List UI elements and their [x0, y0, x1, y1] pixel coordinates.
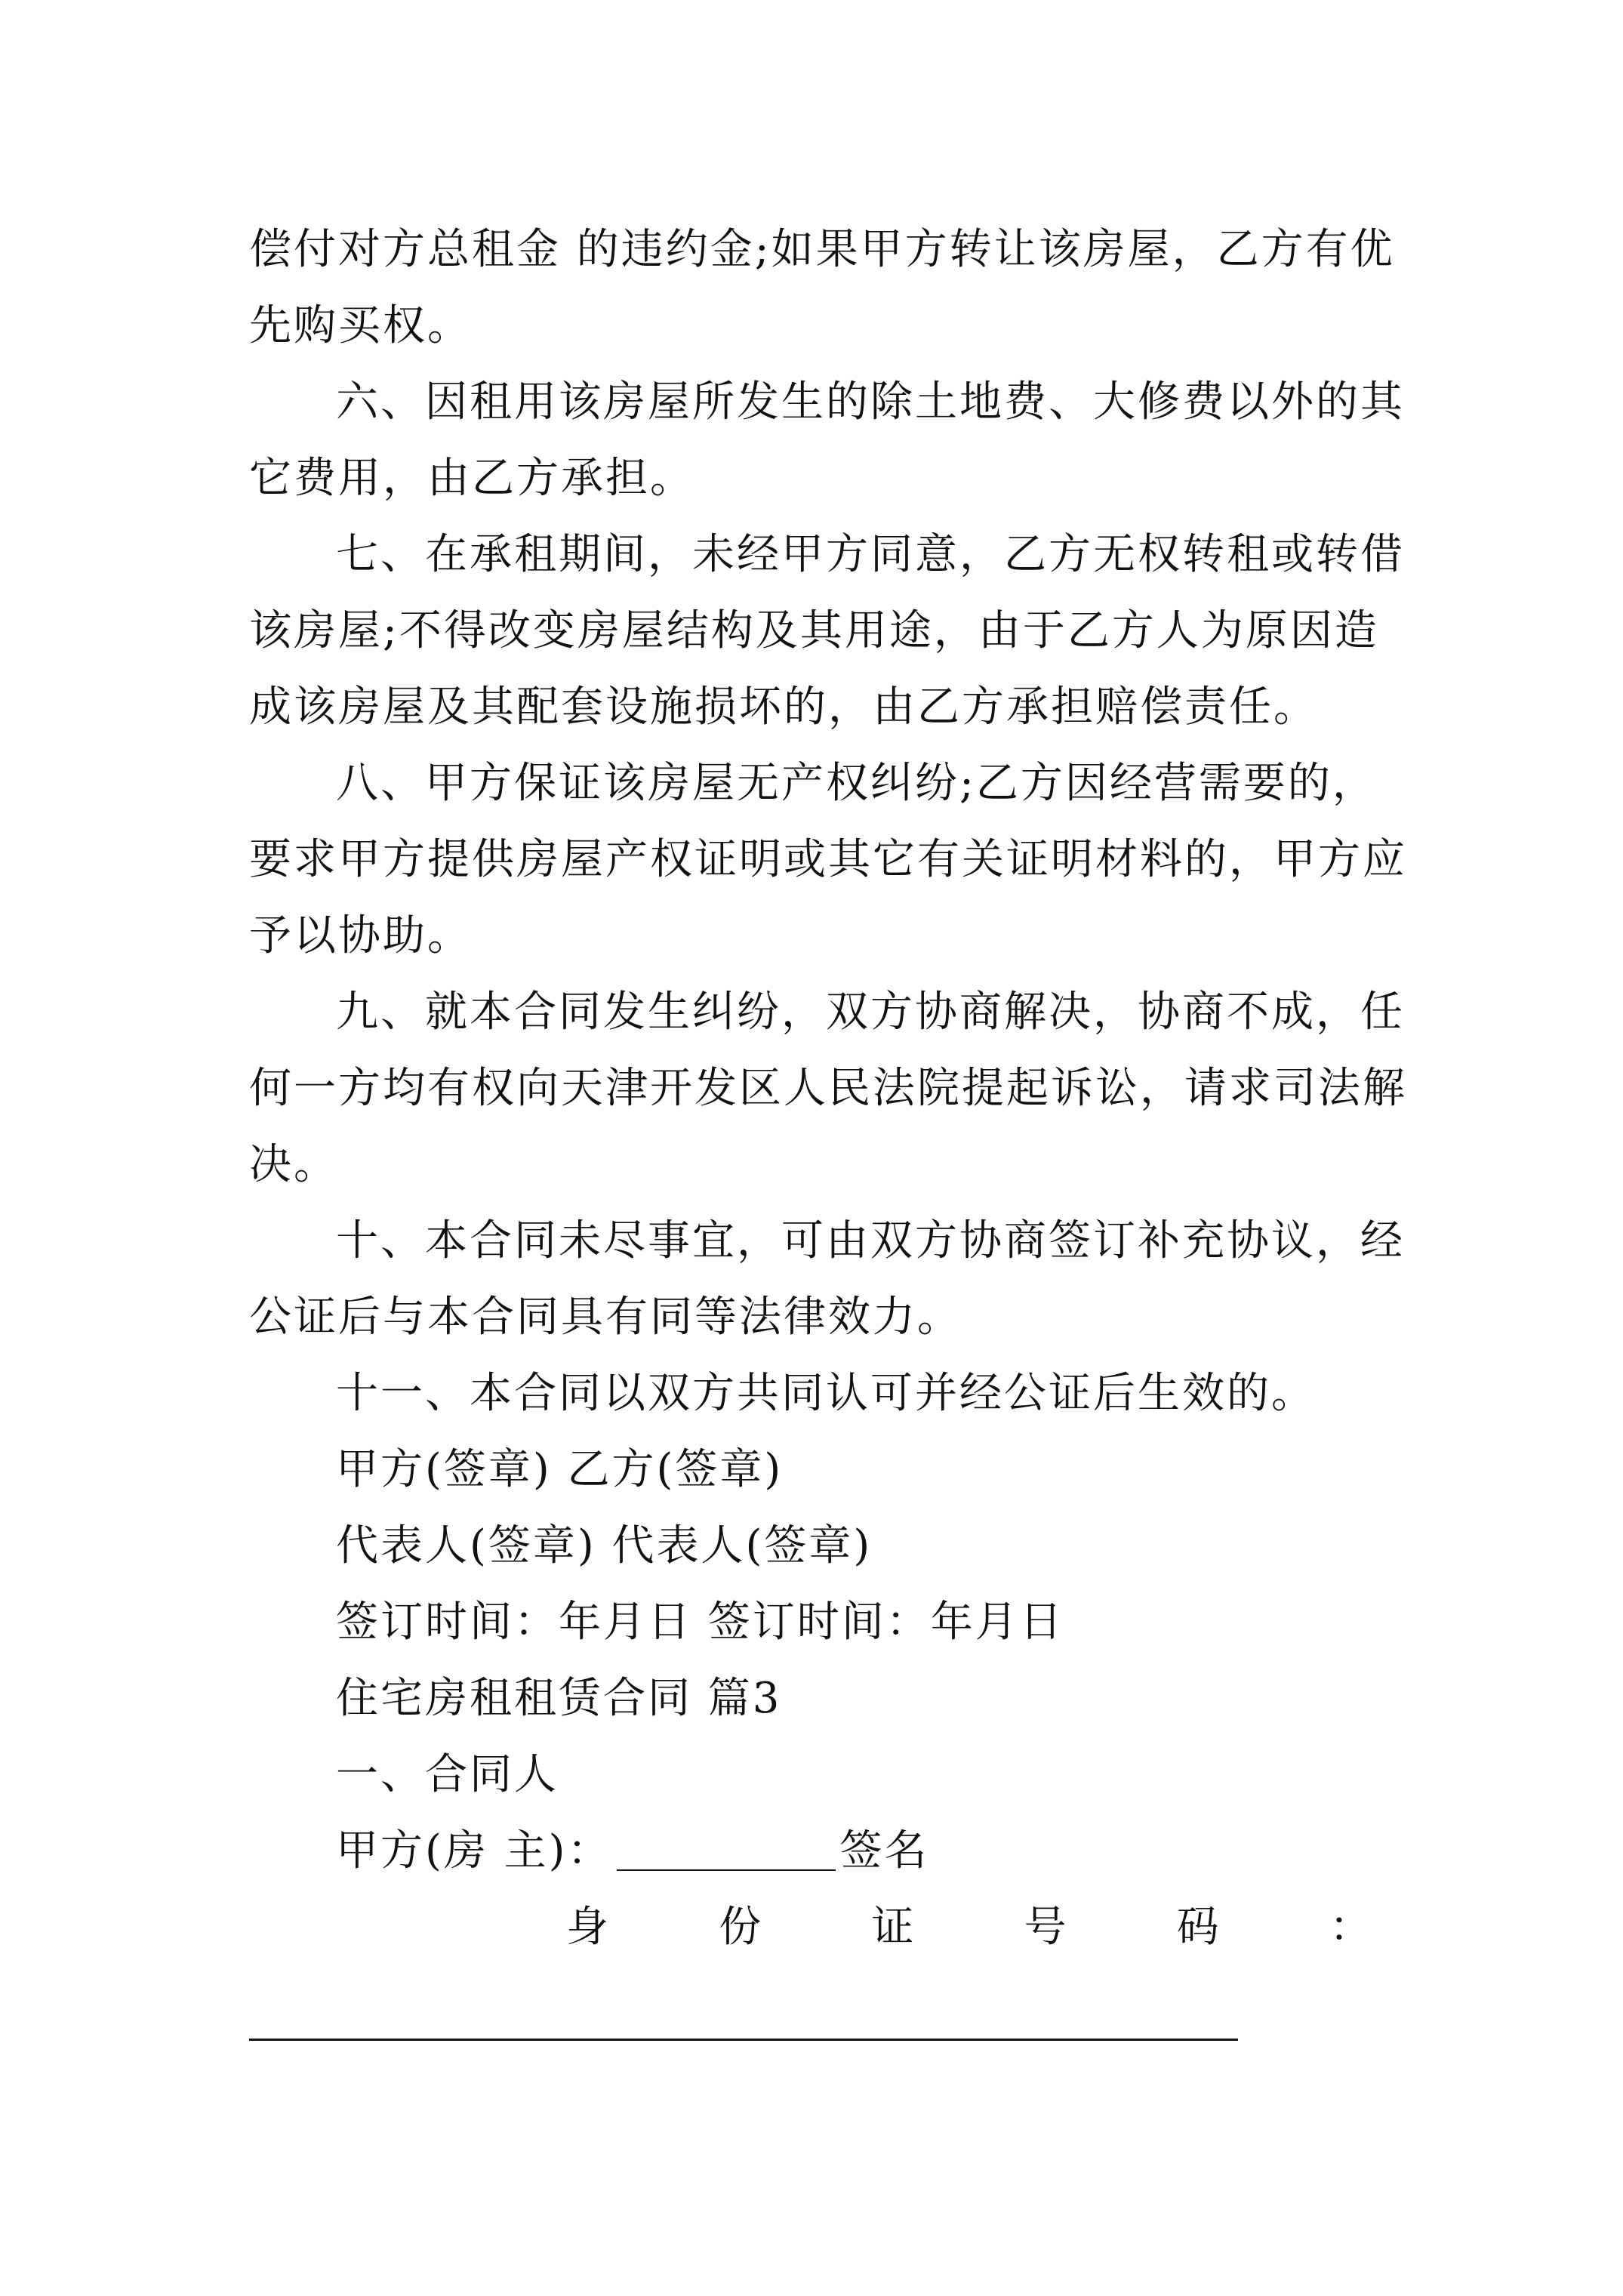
- signature-blank: [617, 1869, 836, 1871]
- landlord-line: [249, 1813, 1389, 1889]
- text-line: 决。: [249, 1140, 338, 1189]
- text-line: 何一方均有权向天津开发区人民法院提起诉讼，请求司法解: [249, 1064, 1407, 1113]
- clause-eleven: 十一、本合同以双方共同认可并经公证后生效的。: [336, 1369, 1316, 1418]
- clause-ten: 十、本合同未尽事宜，可由双方协商签订补充协议，经: [336, 1216, 1405, 1265]
- text-line: 成该房屋及其配套设施损坏的，由乙方承担赔偿责任。: [249, 683, 1318, 732]
- id-number-line: [249, 1889, 1389, 1965]
- landlord-label: 甲方(房 主)：: [336, 1826, 612, 1875]
- text-line: 该房屋;不得改变房屋结构及其用途，由于乙方人为原因造: [249, 606, 1379, 655]
- text-line: 偿付对方总租金 的违约金;如果甲方转让该房屋，乙方有优: [249, 225, 1395, 274]
- text-line: 要求甲方提供房屋产权证明或其它有关证明材料的，甲方应: [249, 835, 1407, 884]
- signature-parties: 甲方(签章) 乙方(签章): [336, 1445, 784, 1494]
- clause-seven: 七、在承租期间，未经甲方同意，乙方无权转租或转借: [336, 530, 1405, 579]
- id-char: 身: [566, 1903, 611, 1952]
- contract-text: [249, 211, 1407, 1965]
- id-char: 号: [1024, 1903, 1069, 1952]
- text-line: 公证后与本合同具有同等法律效力。: [249, 1293, 962, 1342]
- signing-dates: 签订时间：年月日 签订时间：年月日: [336, 1598, 1064, 1647]
- text-line: 它费用，由乙方承担。: [249, 454, 694, 503]
- text-line: 予以协助。: [249, 911, 472, 960]
- parties-heading: 一、合同人: [336, 1750, 559, 1799]
- clause-eight: 八、甲方保证该房屋无产权纠纷;乙方因经营需要的，: [336, 759, 1377, 808]
- signature-label: 签名: [839, 1826, 929, 1875]
- clause-nine: 九、就本合同发生纠纷，双方协商解决，协商不成，任: [336, 988, 1405, 1037]
- fill-in-rule: [249, 2039, 1238, 2041]
- id-char: 份: [719, 1903, 764, 1952]
- id-char: ：: [1329, 1903, 1374, 1952]
- clause-six: 六、因租用该房屋所发生的除土地费、大修费以外的其: [336, 378, 1405, 427]
- section-heading: 住宅房租租赁合同 篇3: [336, 1674, 782, 1723]
- id-char: 证: [871, 1903, 916, 1952]
- id-char: 码: [1176, 1903, 1221, 1952]
- text-line: 先购买权。: [249, 301, 472, 350]
- signature-representatives: 代表人(签章) 代表人(签章): [336, 1521, 873, 1570]
